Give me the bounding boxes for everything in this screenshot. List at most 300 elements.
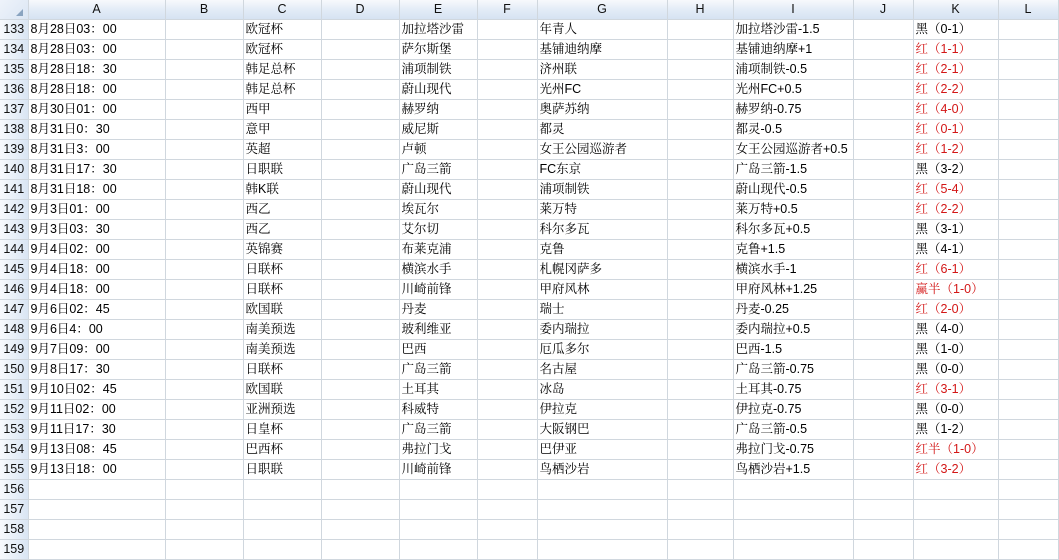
cell-K140[interactable]: 黑（3-2） [913, 160, 998, 180]
cell-F151[interactable] [477, 380, 537, 400]
cell-D146[interactable] [321, 280, 399, 300]
cell-G148[interactable]: 委内瑞拉 [537, 320, 667, 340]
cell-C148[interactable]: 南美预选 [243, 320, 321, 340]
cell-B154[interactable] [165, 440, 243, 460]
cell-B133[interactable] [165, 20, 243, 40]
cell-A139[interactable]: 8月31日3：00 [28, 140, 165, 160]
cell-D153[interactable] [321, 420, 399, 440]
cell-H149[interactable] [667, 340, 733, 360]
cell-H151[interactable] [667, 380, 733, 400]
cell-K151[interactable]: 红（3-1） [913, 380, 998, 400]
cell-F137[interactable] [477, 100, 537, 120]
row-header[interactable]: 154 [0, 440, 28, 460]
cell-E133[interactable]: 加拉塔沙雷 [399, 20, 477, 40]
cell-C145[interactable]: 日联杯 [243, 260, 321, 280]
cell-K148[interactable]: 黑（4-0） [913, 320, 998, 340]
table-row[interactable] [0, 360, 1058, 380]
cell-L151[interactable] [998, 380, 1058, 400]
table-row[interactable] [0, 460, 1058, 480]
cell-H142[interactable] [667, 200, 733, 220]
cell-B134[interactable] [165, 40, 243, 60]
cell-F138[interactable] [477, 120, 537, 140]
cell-J154[interactable] [853, 440, 913, 460]
cell-D152[interactable] [321, 400, 399, 420]
cell-I156[interactable] [733, 480, 853, 500]
cell-H145[interactable] [667, 260, 733, 280]
cell-C153[interactable]: 日皇杯 [243, 420, 321, 440]
cell-G139[interactable]: 女王公园巡游者 [537, 140, 667, 160]
cell-C135[interactable]: 韩足总杯 [243, 60, 321, 80]
cell-C142[interactable]: 西乙 [243, 200, 321, 220]
cell-K155[interactable]: 红（3-2） [913, 460, 998, 480]
cell-D156[interactable] [321, 480, 399, 500]
cell-H146[interactable] [667, 280, 733, 300]
cell-J156[interactable] [853, 480, 913, 500]
cell-D139[interactable] [321, 140, 399, 160]
cell-L154[interactable] [998, 440, 1058, 460]
cell-F157[interactable] [477, 500, 537, 520]
cell-H155[interactable] [667, 460, 733, 480]
row-header[interactable]: 153 [0, 420, 28, 440]
cell-A158[interactable] [28, 520, 165, 540]
cell-L135[interactable] [998, 60, 1058, 80]
cell-F153[interactable] [477, 420, 537, 440]
cell-C136[interactable]: 韩足总杯 [243, 80, 321, 100]
cell-D144[interactable] [321, 240, 399, 260]
cell-I138[interactable]: 都灵-0.5 [733, 120, 853, 140]
column-header-H[interactable]: H [667, 0, 733, 20]
cell-D151[interactable] [321, 380, 399, 400]
cell-C138[interactable]: 意甲 [243, 120, 321, 140]
cell-A135[interactable]: 8月28日18：30 [28, 60, 165, 80]
cell-H159[interactable] [667, 540, 733, 560]
cell-K146[interactable]: 赢半（1-0） [913, 280, 998, 300]
cell-H158[interactable] [667, 520, 733, 540]
cell-F136[interactable] [477, 80, 537, 100]
cell-F145[interactable] [477, 260, 537, 280]
row-header[interactable]: 134 [0, 40, 28, 60]
cell-F150[interactable] [477, 360, 537, 380]
cell-H154[interactable] [667, 440, 733, 460]
row-header[interactable]: 150 [0, 360, 28, 380]
cell-A148[interactable]: 9月6日4：00 [28, 320, 165, 340]
cell-I150[interactable]: 广岛三箭-0.75 [733, 360, 853, 380]
cell-J151[interactable] [853, 380, 913, 400]
cell-G140[interactable]: FC东京 [537, 160, 667, 180]
cell-H135[interactable] [667, 60, 733, 80]
cell-E135[interactable]: 浦项制铁 [399, 60, 477, 80]
cell-H141[interactable] [667, 180, 733, 200]
cell-C143[interactable]: 西乙 [243, 220, 321, 240]
cell-I148[interactable]: 委内瑞拉+0.5 [733, 320, 853, 340]
row-header[interactable]: 152 [0, 400, 28, 420]
cell-K157[interactable] [913, 500, 998, 520]
cell-L159[interactable] [998, 540, 1058, 560]
cell-E156[interactable] [399, 480, 477, 500]
cell-A134[interactable]: 8月28日03：00 [28, 40, 165, 60]
row-header[interactable]: 136 [0, 80, 28, 100]
column-header-D[interactable]: D [321, 0, 399, 20]
cell-E138[interactable]: 威尼斯 [399, 120, 477, 140]
cell-L145[interactable] [998, 260, 1058, 280]
cell-F139[interactable] [477, 140, 537, 160]
cell-F152[interactable] [477, 400, 537, 420]
cell-H140[interactable] [667, 160, 733, 180]
cell-A159[interactable] [28, 540, 165, 560]
cell-E144[interactable]: 布莱克浦 [399, 240, 477, 260]
cell-J138[interactable] [853, 120, 913, 140]
column-header-J[interactable]: J [853, 0, 913, 20]
column-header-B[interactable]: B [165, 0, 243, 20]
cell-K141[interactable]: 红（5-4） [913, 180, 998, 200]
cell-E155[interactable]: 川崎前锋 [399, 460, 477, 480]
column-header-A[interactable]: A [28, 0, 165, 20]
cell-I158[interactable] [733, 520, 853, 540]
table-row[interactable] [0, 380, 1058, 400]
row-header[interactable]: 146 [0, 280, 28, 300]
cell-E140[interactable]: 广岛三箭 [399, 160, 477, 180]
cell-F148[interactable] [477, 320, 537, 340]
cell-L137[interactable] [998, 100, 1058, 120]
cell-K147[interactable]: 红（2-0） [913, 300, 998, 320]
cell-J145[interactable] [853, 260, 913, 280]
cell-H148[interactable] [667, 320, 733, 340]
cell-F159[interactable] [477, 540, 537, 560]
cell-E136[interactable]: 蔚山现代 [399, 80, 477, 100]
cell-K137[interactable]: 红（4-0） [913, 100, 998, 120]
cell-L147[interactable] [998, 300, 1058, 320]
cell-D136[interactable] [321, 80, 399, 100]
cell-I154[interactable]: 弗拉门戈-0.75 [733, 440, 853, 460]
cell-G136[interactable]: 光州FC [537, 80, 667, 100]
cell-E134[interactable]: 萨尔斯堡 [399, 40, 477, 60]
cell-H139[interactable] [667, 140, 733, 160]
cell-A151[interactable]: 9月10日02：45 [28, 380, 165, 400]
cell-E152[interactable]: 科威特 [399, 400, 477, 420]
cell-H150[interactable] [667, 360, 733, 380]
cell-I151[interactable]: 土耳其-0.75 [733, 380, 853, 400]
cell-J142[interactable] [853, 200, 913, 220]
cell-F154[interactable] [477, 440, 537, 460]
cell-D154[interactable] [321, 440, 399, 460]
cell-D158[interactable] [321, 520, 399, 540]
cell-J155[interactable] [853, 460, 913, 480]
cell-C159[interactable] [243, 540, 321, 560]
cell-E157[interactable] [399, 500, 477, 520]
cell-L141[interactable] [998, 180, 1058, 200]
cell-G145[interactable]: 札幌冈萨多 [537, 260, 667, 280]
column-header-G[interactable]: G [537, 0, 667, 20]
cell-H143[interactable] [667, 220, 733, 240]
cell-K139[interactable]: 红（1-2） [913, 140, 998, 160]
table-row[interactable] [0, 440, 1058, 460]
column-header-E[interactable]: E [399, 0, 477, 20]
cell-G152[interactable]: 伊拉克 [537, 400, 667, 420]
cell-D150[interactable] [321, 360, 399, 380]
cell-I155[interactable]: 鸟栖沙岩+1.5 [733, 460, 853, 480]
row-header[interactable]: 145 [0, 260, 28, 280]
cell-G134[interactable]: 基铺迪纳摩 [537, 40, 667, 60]
cell-C133[interactable]: 欧冠杯 [243, 20, 321, 40]
cell-C140[interactable]: 日职联 [243, 160, 321, 180]
table-row[interactable] [0, 180, 1058, 200]
cell-A153[interactable]: 9月11日17：30 [28, 420, 165, 440]
table-row[interactable] [0, 320, 1058, 340]
cell-A156[interactable] [28, 480, 165, 500]
cell-F156[interactable] [477, 480, 537, 500]
cell-F155[interactable] [477, 460, 537, 480]
column-header-L[interactable]: L [998, 0, 1058, 20]
cell-A140[interactable]: 8月31日17：30 [28, 160, 165, 180]
table-row[interactable] [0, 260, 1058, 280]
cell-A146[interactable]: 9月4日18：00 [28, 280, 165, 300]
cell-I149[interactable]: 巴西-1.5 [733, 340, 853, 360]
cell-B146[interactable] [165, 280, 243, 300]
cell-L153[interactable] [998, 420, 1058, 440]
cell-L138[interactable] [998, 120, 1058, 140]
table-row[interactable] [0, 300, 1058, 320]
cell-A142[interactable]: 9月3日01：00 [28, 200, 165, 220]
cell-F134[interactable] [477, 40, 537, 60]
cell-E159[interactable] [399, 540, 477, 560]
cell-G137[interactable]: 奥萨苏纳 [537, 100, 667, 120]
column-header-F[interactable]: F [477, 0, 537, 20]
cell-A141[interactable]: 8月31日18：00 [28, 180, 165, 200]
table-row[interactable] [0, 500, 1058, 520]
cell-B152[interactable] [165, 400, 243, 420]
cell-L144[interactable] [998, 240, 1058, 260]
table-row[interactable] [0, 140, 1058, 160]
row-header[interactable]: 159 [0, 540, 28, 560]
cell-H147[interactable] [667, 300, 733, 320]
column-header-I[interactable]: I [733, 0, 853, 20]
cell-J147[interactable] [853, 300, 913, 320]
cell-E145[interactable]: 横滨水手 [399, 260, 477, 280]
cell-D140[interactable] [321, 160, 399, 180]
cell-B135[interactable] [165, 60, 243, 80]
cell-I135[interactable]: 浦项制铁-0.5 [733, 60, 853, 80]
cell-D159[interactable] [321, 540, 399, 560]
cell-J148[interactable] [853, 320, 913, 340]
cell-K154[interactable]: 红半（1-0） [913, 440, 998, 460]
cell-D149[interactable] [321, 340, 399, 360]
cell-D148[interactable] [321, 320, 399, 340]
cell-H138[interactable] [667, 120, 733, 140]
table-row[interactable] [0, 40, 1058, 60]
cell-I159[interactable] [733, 540, 853, 560]
cell-B153[interactable] [165, 420, 243, 440]
cell-J139[interactable] [853, 140, 913, 160]
cell-A136[interactable]: 8月28日18：00 [28, 80, 165, 100]
cell-E142[interactable]: 埃瓦尔 [399, 200, 477, 220]
cell-G138[interactable]: 都灵 [537, 120, 667, 140]
cell-L152[interactable] [998, 400, 1058, 420]
cell-I146[interactable]: 甲府风林+1.25 [733, 280, 853, 300]
cell-J140[interactable] [853, 160, 913, 180]
cell-I144[interactable]: 克鲁+1.5 [733, 240, 853, 260]
cell-G149[interactable]: 厄瓜多尔 [537, 340, 667, 360]
cell-C156[interactable] [243, 480, 321, 500]
cell-F143[interactable] [477, 220, 537, 240]
cell-E151[interactable]: 土耳其 [399, 380, 477, 400]
cell-A155[interactable]: 9月13日18：00 [28, 460, 165, 480]
cell-I134[interactable]: 基铺迪纳摩+1 [733, 40, 853, 60]
cell-C154[interactable]: 巴西杯 [243, 440, 321, 460]
cell-K143[interactable]: 黑（3-1） [913, 220, 998, 240]
cell-C134[interactable]: 欧冠杯 [243, 40, 321, 60]
cell-J144[interactable] [853, 240, 913, 260]
cell-D147[interactable] [321, 300, 399, 320]
row-header[interactable]: 141 [0, 180, 28, 200]
cell-C146[interactable]: 日联杯 [243, 280, 321, 300]
cell-E148[interactable]: 玻利维亚 [399, 320, 477, 340]
cell-I139[interactable]: 女王公园巡游者+0.5 [733, 140, 853, 160]
cell-F133[interactable] [477, 20, 537, 40]
cell-C157[interactable] [243, 500, 321, 520]
row-header[interactable]: 135 [0, 60, 28, 80]
cell-K150[interactable]: 黑（0-0） [913, 360, 998, 380]
cell-L134[interactable] [998, 40, 1058, 60]
cell-J141[interactable] [853, 180, 913, 200]
cell-K144[interactable]: 黑（4-1） [913, 240, 998, 260]
cell-H136[interactable] [667, 80, 733, 100]
cell-G151[interactable]: 冰岛 [537, 380, 667, 400]
table-row[interactable] [0, 160, 1058, 180]
cell-I137[interactable]: 赫罗纳-0.75 [733, 100, 853, 120]
cell-B138[interactable] [165, 120, 243, 140]
cell-D143[interactable] [321, 220, 399, 240]
cell-H152[interactable] [667, 400, 733, 420]
cell-A150[interactable]: 9月8日17：30 [28, 360, 165, 380]
cell-C150[interactable]: 日联杯 [243, 360, 321, 380]
table-row[interactable] [0, 480, 1058, 500]
row-header[interactable]: 140 [0, 160, 28, 180]
cell-K159[interactable] [913, 540, 998, 560]
cell-B149[interactable] [165, 340, 243, 360]
table-row[interactable] [0, 120, 1058, 140]
cell-I153[interactable]: 广岛三箭-0.5 [733, 420, 853, 440]
cell-J134[interactable] [853, 40, 913, 60]
cell-B139[interactable] [165, 140, 243, 160]
row-header[interactable]: 155 [0, 460, 28, 480]
cell-L157[interactable] [998, 500, 1058, 520]
cell-C158[interactable] [243, 520, 321, 540]
cell-G133[interactable]: 年青人 [537, 20, 667, 40]
select-all-corner[interactable] [0, 0, 28, 20]
cell-L140[interactable] [998, 160, 1058, 180]
cell-K156[interactable] [913, 480, 998, 500]
cell-J150[interactable] [853, 360, 913, 380]
cell-A145[interactable]: 9月4日18：00 [28, 260, 165, 280]
column-header-K[interactable]: K [913, 0, 998, 20]
cell-B147[interactable] [165, 300, 243, 320]
cell-D145[interactable] [321, 260, 399, 280]
cell-A144[interactable]: 9月4日02：00 [28, 240, 165, 260]
cell-L149[interactable] [998, 340, 1058, 360]
cell-I141[interactable]: 蔚山现代-0.5 [733, 180, 853, 200]
cell-K138[interactable]: 红（0-1） [913, 120, 998, 140]
cell-C141[interactable]: 韩K联 [243, 180, 321, 200]
cell-A152[interactable]: 9月11日02：00 [28, 400, 165, 420]
cell-D138[interactable] [321, 120, 399, 140]
cell-I152[interactable]: 伊拉克-0.75 [733, 400, 853, 420]
row-header[interactable]: 144 [0, 240, 28, 260]
cell-H133[interactable] [667, 20, 733, 40]
table-row[interactable] [0, 280, 1058, 300]
cell-F142[interactable] [477, 200, 537, 220]
cell-G135[interactable]: 济州联 [537, 60, 667, 80]
cell-K133[interactable]: 黑（0-1） [913, 20, 998, 40]
cell-E158[interactable] [399, 520, 477, 540]
cell-B148[interactable] [165, 320, 243, 340]
cell-F135[interactable] [477, 60, 537, 80]
cell-F146[interactable] [477, 280, 537, 300]
cell-K153[interactable]: 黑（1-2） [913, 420, 998, 440]
row-header[interactable]: 157 [0, 500, 28, 520]
row-header[interactable]: 147 [0, 300, 28, 320]
cell-L133[interactable] [998, 20, 1058, 40]
cell-F147[interactable] [477, 300, 537, 320]
cell-D137[interactable] [321, 100, 399, 120]
cell-I133[interactable]: 加拉塔沙雷-1.5 [733, 20, 853, 40]
cell-K136[interactable]: 红（2-2） [913, 80, 998, 100]
cell-D141[interactable] [321, 180, 399, 200]
cell-C139[interactable]: 英超 [243, 140, 321, 160]
cell-E139[interactable]: 卢顿 [399, 140, 477, 160]
cell-F144[interactable] [477, 240, 537, 260]
cell-J136[interactable] [853, 80, 913, 100]
table-row[interactable] [0, 220, 1058, 240]
cell-A147[interactable]: 9月6日02：45 [28, 300, 165, 320]
cell-E141[interactable]: 蔚山现代 [399, 180, 477, 200]
cell-B143[interactable] [165, 220, 243, 240]
cell-J159[interactable] [853, 540, 913, 560]
cell-A149[interactable]: 9月7日09：00 [28, 340, 165, 360]
cell-C137[interactable]: 西甲 [243, 100, 321, 120]
cell-B137[interactable] [165, 100, 243, 120]
cell-G141[interactable]: 浦项制铁 [537, 180, 667, 200]
cell-K134[interactable]: 红（1-1） [913, 40, 998, 60]
cell-E154[interactable]: 弗拉门戈 [399, 440, 477, 460]
cell-C144[interactable]: 英锦赛 [243, 240, 321, 260]
cell-K158[interactable] [913, 520, 998, 540]
cell-L143[interactable] [998, 220, 1058, 240]
cell-I140[interactable]: 广岛三箭-1.5 [733, 160, 853, 180]
cell-K145[interactable]: 红（6-1） [913, 260, 998, 280]
cell-B151[interactable] [165, 380, 243, 400]
cell-G155[interactable]: 鸟栖沙岩 [537, 460, 667, 480]
cell-G147[interactable]: 瑞士 [537, 300, 667, 320]
cell-B144[interactable] [165, 240, 243, 260]
cell-D133[interactable] [321, 20, 399, 40]
row-header[interactable]: 138 [0, 120, 28, 140]
cell-B141[interactable] [165, 180, 243, 200]
cell-H153[interactable] [667, 420, 733, 440]
cell-E150[interactable]: 广岛三箭 [399, 360, 477, 380]
cell-G142[interactable]: 莱万特 [537, 200, 667, 220]
cell-I143[interactable]: 科尔多瓦+0.5 [733, 220, 853, 240]
cell-K149[interactable]: 黑（1-0） [913, 340, 998, 360]
cell-B158[interactable] [165, 520, 243, 540]
table-row[interactable] [0, 240, 1058, 260]
cell-G150[interactable]: 名古屋 [537, 360, 667, 380]
cell-E137[interactable]: 赫罗纳 [399, 100, 477, 120]
cell-L136[interactable] [998, 80, 1058, 100]
row-header[interactable]: 139 [0, 140, 28, 160]
cell-J158[interactable] [853, 520, 913, 540]
cell-B142[interactable] [165, 200, 243, 220]
cell-F149[interactable] [477, 340, 537, 360]
